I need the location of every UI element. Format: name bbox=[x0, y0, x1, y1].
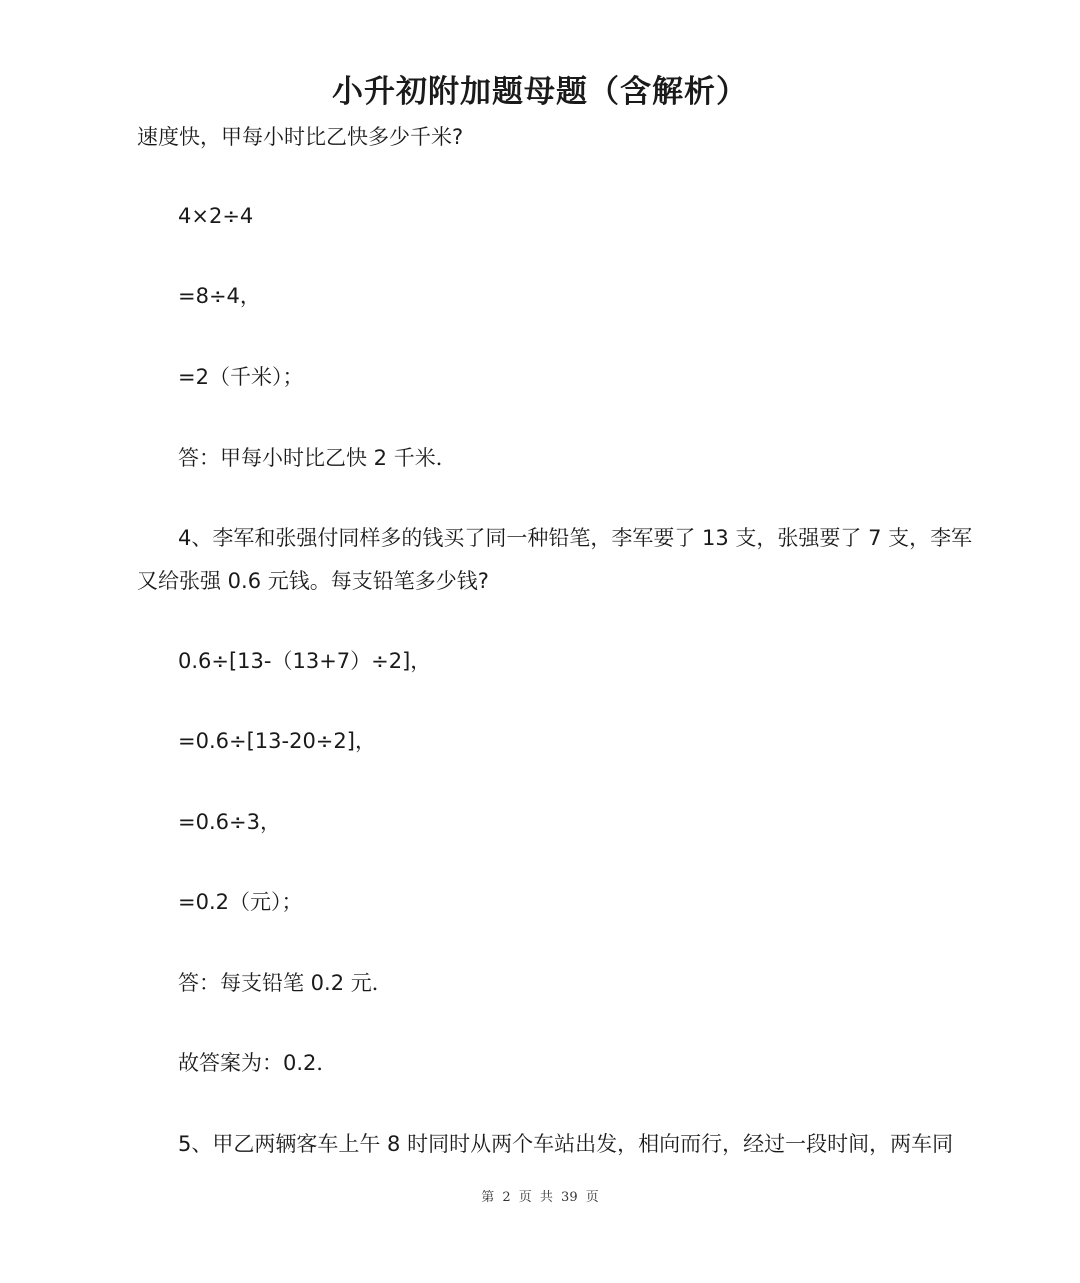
text-line-question-4: 4、李军和张强付同样多的钱买了同一种铅笔，李军要了 13 支，张强要了 7 支，李军 bbox=[178, 526, 973, 550]
text-line-calc-step: =8÷4， bbox=[178, 284, 261, 308]
text-line-calc-step: =0.6÷[13-20÷2]， bbox=[178, 729, 376, 753]
text-line-question-5: 5、甲乙两辆客车上午 8 时同时从两个车站出发，相向而行，经过一段时间，两车同 bbox=[178, 1132, 954, 1156]
text-line-calc-step: 0.6÷[13-（13+7）÷2]， bbox=[178, 649, 432, 673]
document-title: 小升初附加题母题（含解析） bbox=[332, 74, 748, 110]
text-line-calc-step: 4×2÷4 bbox=[178, 204, 254, 228]
text-line-answer: 答：每支铅笔 0.2 元． bbox=[178, 971, 393, 995]
text-line-answer: 答：甲每小时比乙快 2 千米． bbox=[178, 446, 457, 470]
text-line-final-answer: 故答案为：0.2． bbox=[178, 1051, 338, 1075]
text-line-question-continuation: 速度快，甲每小时比乙快多少千米? bbox=[137, 125, 464, 149]
text-line-calc-result: =2（千米）； bbox=[178, 365, 304, 389]
text-line-calc-step: =0.6÷3， bbox=[178, 810, 281, 834]
page-footer: 第 2 页 共 39 页 bbox=[481, 1190, 599, 1205]
text-line-calc-result: =0.2（元）； bbox=[178, 890, 303, 914]
text-line-question-4-continuation: 又给张强 0.6 元钱。每支铅笔多少钱? bbox=[137, 569, 489, 593]
